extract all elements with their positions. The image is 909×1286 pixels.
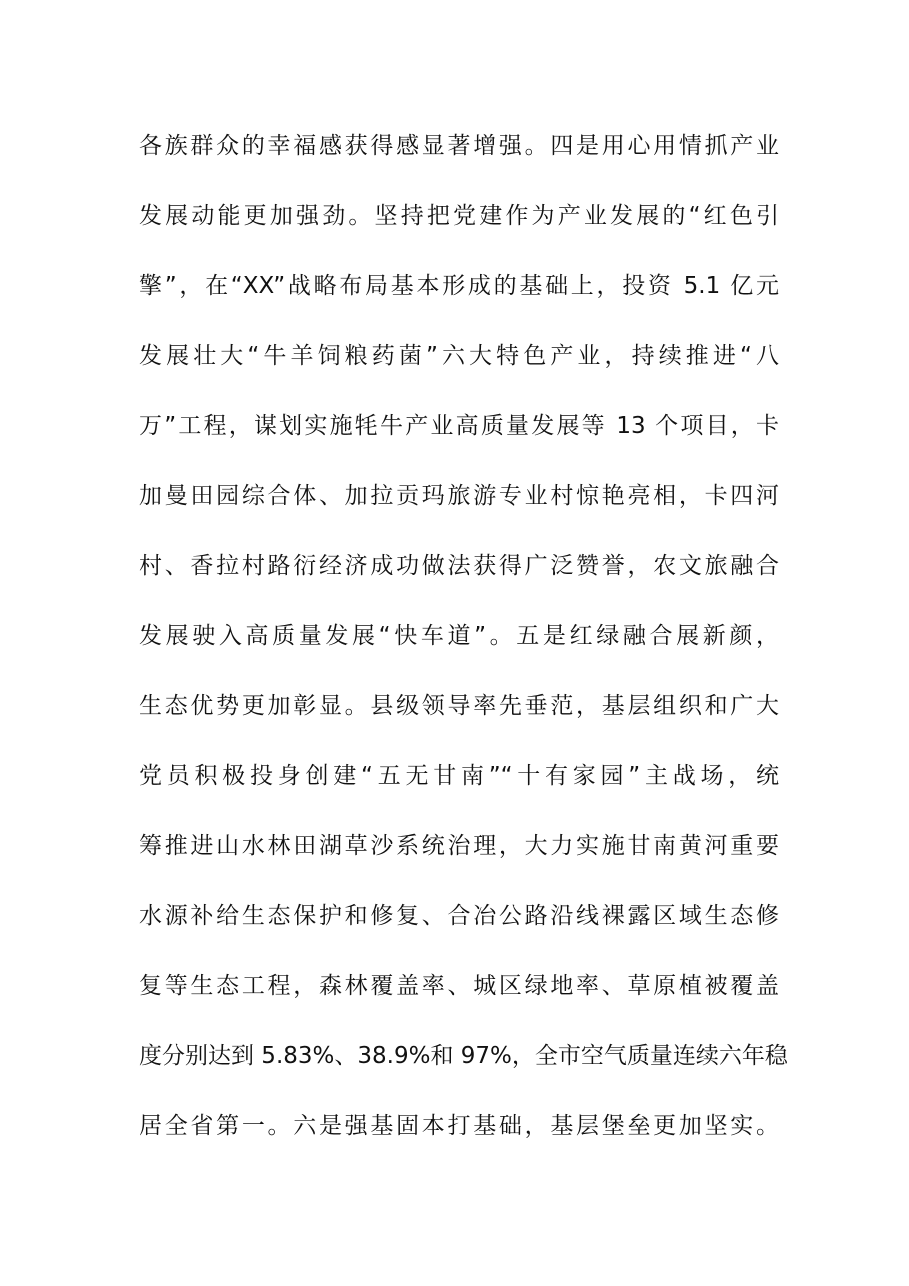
text-line: 发展壮大“牛羊饲粮药菌”六大特色产业，持续推进“八 — [139, 343, 779, 369]
text-line: 发展动能更加强劲。坚持把党建作为产业发展的“红色引 — [139, 203, 779, 229]
text-line: 擎”，在“XX”战略布局基本形成的基础上，投资 5.1 亿元 — [139, 273, 779, 299]
text-line: 党员积极投身创建“五无甘南”“十有家园”主战场，统 — [139, 763, 779, 789]
text-line: 各族群众的幸福感获得感显著增强。四是用心用情抓产业 — [139, 133, 779, 159]
text-line: 复等生态工程，森林覆盖率、城区绿地率、草原植被覆盖 — [139, 973, 779, 999]
text-line: 居全省第一。六是强基固本打基础，基层堡垒更加坚实。 — [139, 1113, 779, 1139]
body-text — [139, 118, 788, 1168]
text-line: 水源补给生态保护和修复、合冶公路沿线裸露区域生态修 — [139, 903, 779, 929]
text-line: 生态优势更加彰显。县级领导率先垂范，基层组织和广大 — [139, 693, 779, 719]
text-line: 筹推进山水林田湖草沙系统治理，大力实施甘南黄河重要 — [139, 833, 779, 859]
text-line: 村、香拉村路衍经济成功做法获得广泛赞誉，农文旅融合 — [139, 553, 779, 579]
text-line: 度分别达到 5.83%、38.9%和 97%，全市空气质量连续六年稳 — [139, 1043, 788, 1069]
text-line: 加曼田园综合体、加拉贡玛旅游专业村惊艳亮相，卡四河 — [139, 483, 779, 509]
text-line: 发展驶入高质量发展“快车道”。五是红绿融合展新颜， — [139, 623, 779, 649]
text-line: 万”工程，谋划实施牦牛产业高质量发展等 13 个项目，卡 — [139, 413, 779, 439]
